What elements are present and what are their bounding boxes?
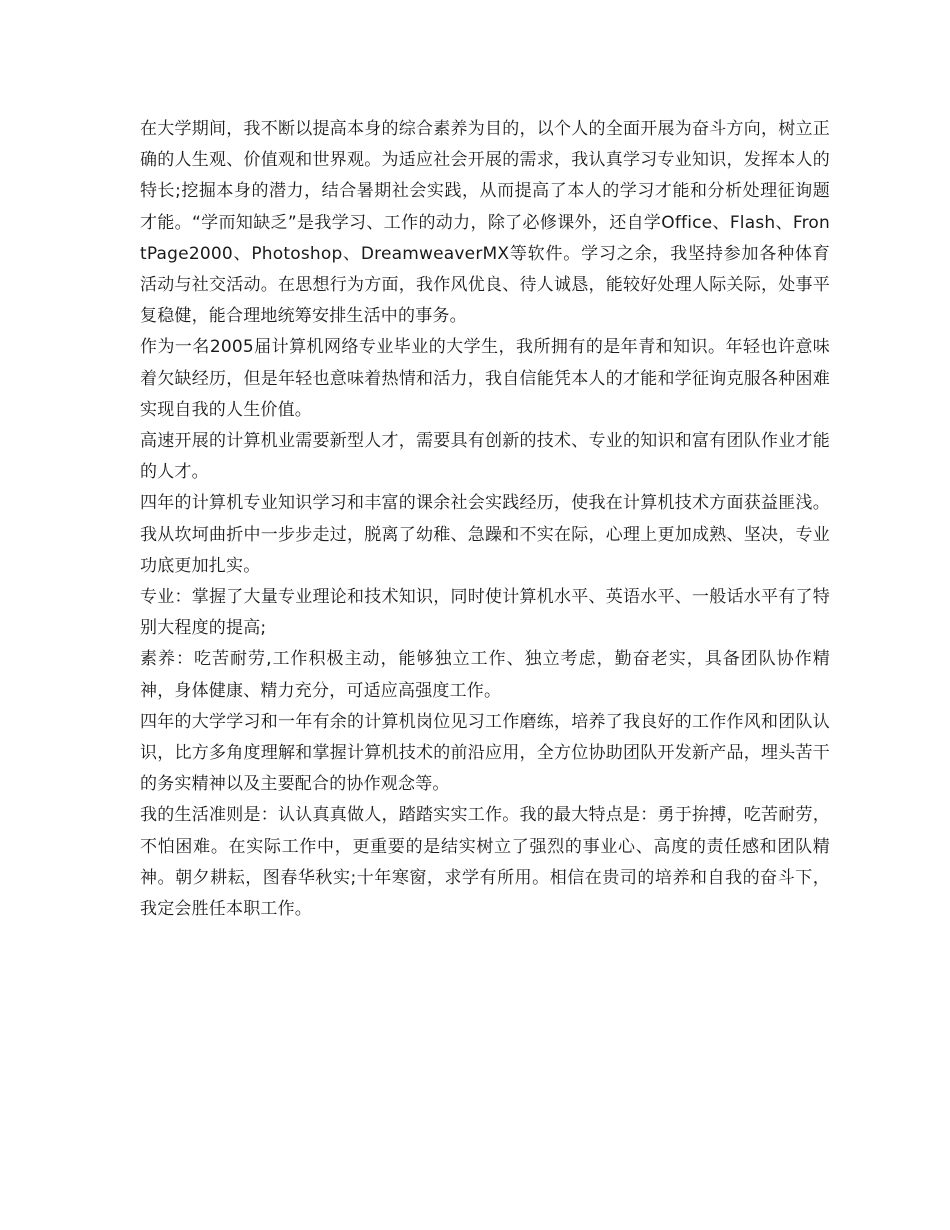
paragraph-study: 在大学期间，我不断以提高本身的综合素养为目的，以个人的全面开展为奋斗方向，树立正确的人生观、价值观和世界观。为适应社会开展的需求，我认真学习专业知识，发挥本人的特长;挖掘本身的潜力，结合暑期社会实践，从而提高了本人的学习才能和分析处理征询题才能。“学而知缺乏”是我学习、工作的动力，除了必修课外，还自学Office、Flash、FrontPage2000、Photoshop、DreamweaverMX等软件。学习之余，我坚持参加各种体育活动与社交活动。在思想行为方面，我作风优良、待人诚恳，能较好处理人际关际，处事平复稳健，能合理地统筹安排生活中的事务。 bbox=[140, 119, 830, 327]
paragraph-graduate: 作为一名2005届计算机网络专业毕业的大学生，我所拥有的是年青和知识。年轻也许意味着欠缺经历，但是年轻也意味着热情和活力，我自信能凭本人的才能和学征询克服各种困难实现自我的人生价值。 bbox=[140, 337, 830, 420]
document-body bbox=[140, 114, 830, 925]
paragraph-profession: 专业：掌握了大量专业理论和技术知识，同时使计算机水平、英语水平、一般话水平有了特别大程度的提高; bbox=[140, 587, 830, 639]
paragraph-experience: 四年的计算机专业知识学习和丰富的课余社会实践经历，使我在计算机技术方面获益匪浅。我从坎坷曲折中一步步走过，脱离了幼稚、急躁和不实在际，心理上更加成熟、坚决，专业功底更加扎实。 bbox=[140, 493, 830, 576]
paragraph-principles: 我的生活准则是：认认真真做人，踏踏实实工作。我的最大特点是：勇于拚搏，吃苦耐劳，不怕困难。在实际工作中，更重要的是结实树立了强烈的事业心、高度的责任感和团队精神。朝夕耕耘，图春华秋实;十年寒窗，求学有所用。相信在贵司的培养和自我的奋斗下，我定会胜任本职工作。 bbox=[140, 805, 830, 920]
paragraph-quality: 素养：吃苦耐劳,工作积极主动，能够独立工作、独立考虑，勤奋老实，具备团队协作精神，身体健康、精力充分，可适应高强度工作。 bbox=[140, 649, 830, 701]
paragraph-industry: 高速开展的计算机业需要新型人才，需要具有创新的技术、专业的知识和富有团队作业才能的人才。 bbox=[140, 431, 830, 483]
paragraph-training: 四年的大学学习和一年有余的计算机岗位见习工作磨练，培养了我良好的工作作风和团队认识，比方多角度理解和掌握计算机技术的前沿应用，全方位协助团队开发新产品，埋头苦干的务实精神以及主要配合的协作观念等。 bbox=[140, 711, 830, 795]
